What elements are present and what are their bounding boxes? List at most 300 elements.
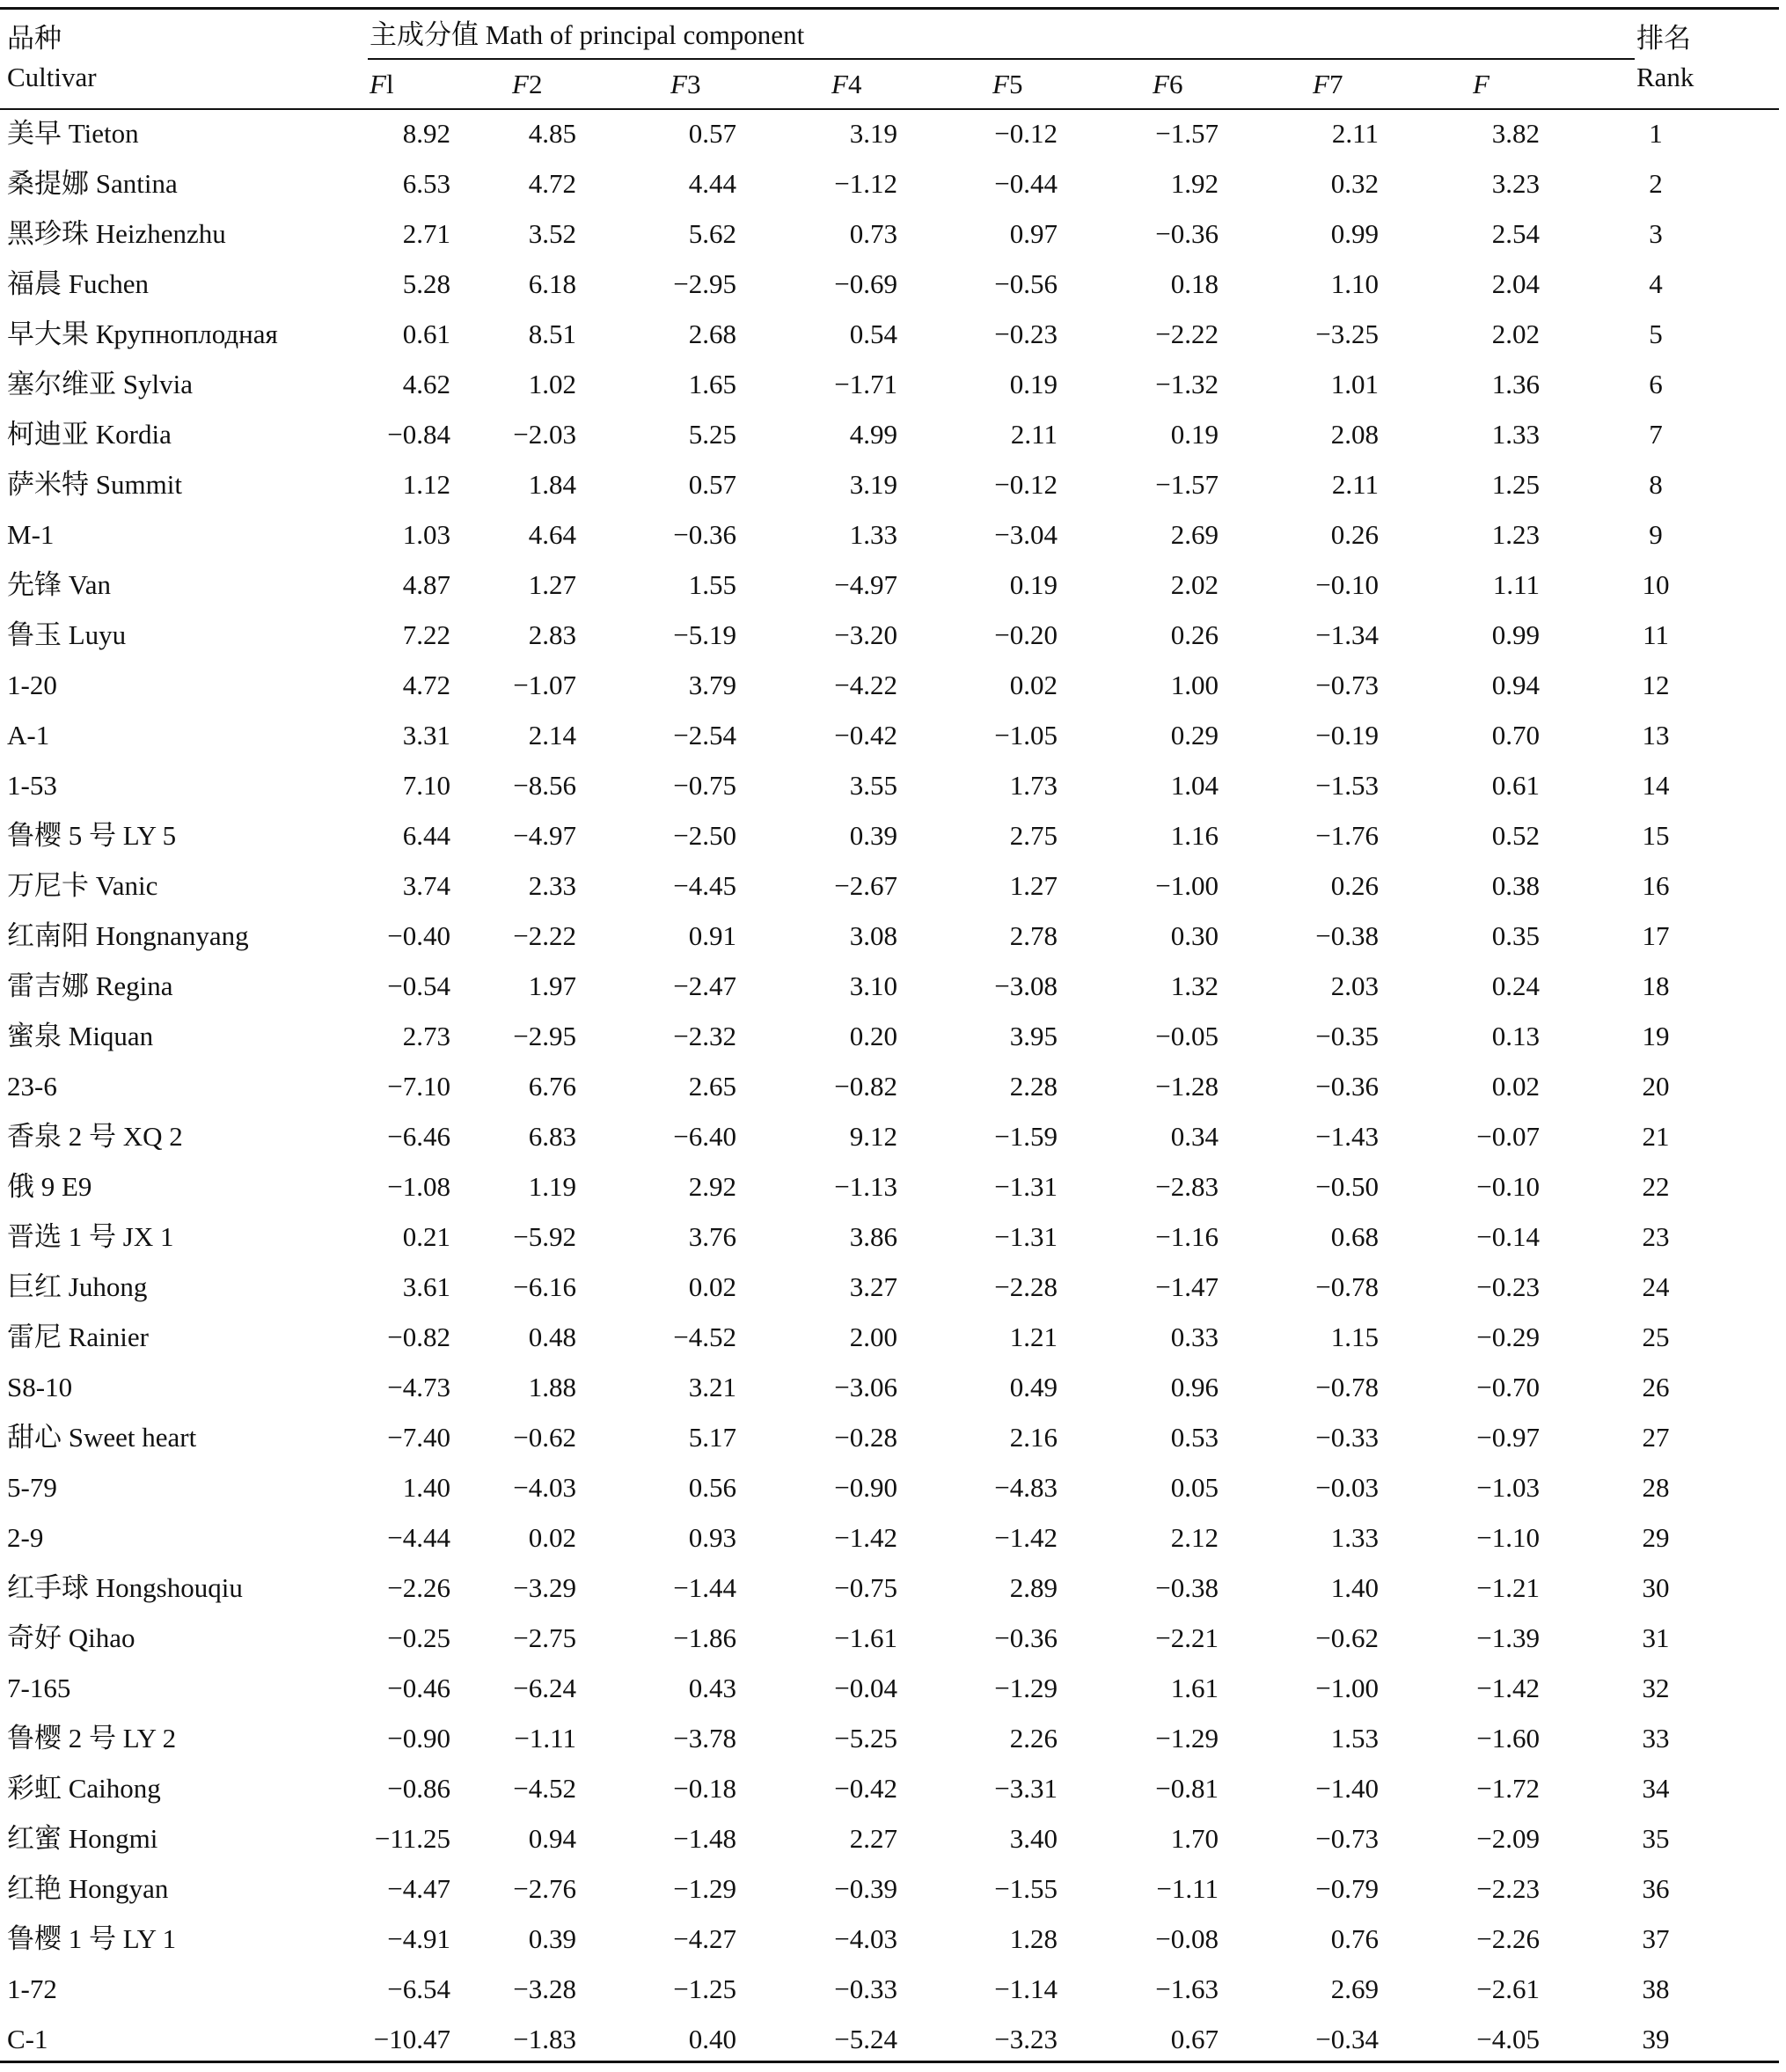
pc-score-cell-f2: −2.76 (513, 1873, 576, 1904)
pc-score-cell-f2: 0.39 (528, 1923, 576, 1954)
column-header-suffix: 5 (1008, 69, 1023, 99)
pc-score-cell-f3: 5.25 (688, 419, 736, 450)
pc-score-cell-f7: 1.40 (1330, 1572, 1379, 1603)
composite-score-cell: −1.03 (1476, 1472, 1540, 1503)
pc-score-cell-f7: −1.53 (1315, 770, 1379, 801)
pc-score-cell-f1: 3.31 (402, 720, 450, 750)
pc-score-cell-f6: 1.00 (1170, 670, 1219, 700)
pc-score-cell-f5: −1.14 (994, 1973, 1058, 2004)
composite-score-cell: 2.54 (1491, 218, 1540, 249)
rank-cell: 27 (1642, 1422, 1670, 1453)
pc-score-cell-f7: −0.36 (1315, 1071, 1379, 1102)
composite-score-cell: −2.09 (1476, 1823, 1540, 1854)
pc-score-cell-f5: −1.55 (994, 1873, 1058, 1904)
pc-score-cell-f6: 2.02 (1170, 569, 1219, 600)
pc-score-cell-f6: 1.32 (1170, 970, 1219, 1001)
composite-score-cell: −2.26 (1476, 1923, 1540, 1954)
cultivar-name-cell: 晋选 1 号 JX 1 (7, 1221, 174, 1252)
rank-cell: 22 (1642, 1171, 1670, 1202)
pc-score-cell-f6: −0.81 (1155, 1773, 1219, 1804)
column-header-suffix: 7 (1329, 69, 1343, 99)
pc-score-cell-f4: 3.08 (849, 920, 897, 951)
cultivar-name-cell: 红艳 Hongyan (7, 1873, 169, 1904)
pc-score-cell-f3: 0.93 (688, 1522, 736, 1553)
pc-score-cell-f6: 0.05 (1170, 1472, 1219, 1503)
pc-score-cell-f5: 2.28 (1009, 1071, 1058, 1102)
pc-score-cell-f4: −0.04 (834, 1673, 897, 1703)
pc-score-cell-f1: −0.46 (387, 1673, 450, 1703)
cultivar-name-cell: 先锋 Van (7, 569, 111, 600)
pc-score-cell-f7: 0.26 (1330, 519, 1379, 550)
pc-score-cell-f1: 8.92 (402, 118, 450, 149)
pc-score-cell-f7: −0.35 (1315, 1021, 1379, 1051)
pc-score-cell-f7: 0.26 (1330, 870, 1379, 901)
rank-cell: 14 (1642, 770, 1670, 801)
rank-cell: 1 (1649, 118, 1663, 149)
column-header-1 (370, 67, 394, 102)
pc-score-cell-f6: 0.67 (1170, 2024, 1219, 2054)
pc-score-cell-f5: 2.26 (1009, 1723, 1058, 1754)
pc-score-cell-f1: −0.54 (387, 970, 450, 1001)
header-rank-zh: 排名 (1636, 23, 1691, 54)
rank-cell: 13 (1642, 720, 1670, 750)
pc-score-cell-f6: −0.05 (1155, 1021, 1219, 1051)
pc-score-cell-f3: −2.50 (673, 820, 736, 851)
composite-score-cell: 1.23 (1491, 519, 1540, 550)
column-header-letter: F (370, 69, 386, 99)
pc-score-cell-f4: −2.67 (834, 870, 897, 901)
column-header-letter: F (1313, 69, 1329, 99)
pc-score-cell-f2: 6.76 (528, 1071, 576, 1102)
pc-score-cell-f7: 1.33 (1330, 1522, 1379, 1553)
rank-cell: 31 (1642, 1622, 1670, 1653)
column-header-7 (1313, 67, 1343, 102)
pc-score-cell-f7: −1.34 (1315, 619, 1379, 650)
composite-score-cell: 1.11 (1492, 569, 1540, 600)
group-header-rule (368, 58, 1635, 60)
rank-cell: 10 (1642, 569, 1670, 600)
pc-score-cell-f7: −1.00 (1315, 1673, 1379, 1703)
rank-cell: 8 (1649, 469, 1663, 500)
pc-score-cell-f6: −1.16 (1155, 1221, 1219, 1252)
pc-score-cell-f1: −0.82 (387, 1322, 450, 1352)
composite-score-cell: 0.70 (1491, 720, 1540, 750)
pc-score-cell-f6: 0.18 (1170, 268, 1219, 299)
pc-score-cell-f1: 4.72 (402, 670, 450, 700)
cultivar-name-cell: 7-165 (7, 1673, 71, 1703)
pc-score-cell-f3: −4.52 (673, 1322, 736, 1352)
pc-score-cell-f7: −1.43 (1315, 1121, 1379, 1152)
pc-score-cell-f4: 4.99 (849, 419, 897, 450)
pc-score-cell-f2: 6.18 (528, 268, 576, 299)
cultivar-name-cell: M-1 (7, 519, 55, 550)
pc-score-cell-f3: 2.65 (688, 1071, 736, 1102)
pc-score-cell-f3: −4.45 (673, 870, 736, 901)
pc-score-cell-f2: 2.83 (528, 619, 576, 650)
pc-score-cell-f7: −0.78 (1315, 1372, 1379, 1402)
pc-score-cell-f3: 5.62 (688, 218, 736, 249)
rank-cell: 38 (1642, 1973, 1670, 2004)
composite-score-cell: −0.10 (1476, 1171, 1540, 1202)
pc-score-cell-f1: −4.73 (387, 1372, 450, 1402)
pc-score-cell-f5: −3.04 (994, 519, 1058, 550)
column-header-letter: F (670, 69, 687, 99)
pc-score-cell-f5: 0.19 (1009, 369, 1058, 399)
pc-score-cell-f6: 1.04 (1170, 770, 1219, 801)
pc-score-cell-f2: 1.19 (528, 1171, 576, 1202)
rank-cell: 12 (1642, 670, 1670, 700)
pc-score-cell-f7: 0.99 (1330, 218, 1379, 249)
rank-cell: 20 (1642, 1071, 1670, 1102)
pc-score-cell-f7: −0.73 (1315, 1823, 1379, 1854)
pc-score-cell-f4: −0.28 (834, 1422, 897, 1453)
pc-score-cell-f2: −3.29 (513, 1572, 576, 1603)
pc-score-cell-f6: 1.92 (1170, 168, 1219, 199)
rank-cell: 37 (1642, 1923, 1670, 1954)
pc-score-cell-f6: 0.30 (1170, 920, 1219, 951)
cultivar-name-cell: A-1 (7, 720, 50, 750)
pc-score-cell-f4: −5.24 (834, 2024, 897, 2054)
pc-score-cell-f7: 2.11 (1331, 118, 1379, 149)
composite-score-cell: 2.04 (1491, 268, 1540, 299)
pc-score-cell-f2: −2.95 (513, 1021, 576, 1051)
pc-score-cell-f5: 1.28 (1009, 1923, 1058, 1954)
pc-score-cell-f1: 2.71 (402, 218, 450, 249)
composite-score-cell: −0.97 (1476, 1422, 1540, 1453)
rank-cell: 30 (1642, 1572, 1670, 1603)
pc-score-cell-f5: −0.44 (994, 168, 1058, 199)
cultivar-name-cell: 万尼卡 Vanic (7, 870, 158, 901)
rank-cell: 3 (1649, 218, 1663, 249)
pc-score-cell-f2: 4.72 (528, 168, 576, 199)
table-bottom-rule (0, 2061, 1779, 2063)
table-top-rule (0, 7, 1779, 10)
cultivar-name-cell: 鲁樱 2 号 LY 2 (7, 1723, 177, 1754)
pc-score-cell-f7: −0.33 (1315, 1422, 1379, 1453)
pc-score-cell-f2: 4.85 (528, 118, 576, 149)
pc-score-cell-f4: 3.27 (849, 1271, 897, 1302)
rank-cell: 9 (1649, 519, 1663, 550)
column-header-6 (1153, 67, 1182, 102)
rank-cell: 25 (1642, 1322, 1670, 1352)
pc-score-cell-f7: −0.73 (1315, 670, 1379, 700)
cultivar-name-cell: 彩虹 Caihong (7, 1773, 161, 1804)
rank-cell: 33 (1642, 1723, 1670, 1754)
pc-score-cell-f2: 8.51 (528, 318, 576, 349)
pc-score-cell-f5: −1.31 (994, 1171, 1058, 1202)
pc-score-cell-f6: −1.47 (1155, 1271, 1219, 1302)
composite-score-cell: −1.60 (1476, 1723, 1540, 1754)
pc-score-cell-f7: −3.25 (1315, 318, 1379, 349)
pc-score-cell-f6: −1.11 (1156, 1873, 1219, 1904)
column-header-suffix: l (385, 69, 394, 99)
cultivar-name-cell: 红南阳 Hongnanyang (7, 920, 249, 951)
pc-score-cell-f7: 1.10 (1330, 268, 1379, 299)
composite-score-cell: 0.94 (1491, 670, 1540, 700)
pc-score-cell-f3: 3.21 (688, 1372, 736, 1402)
pc-score-cell-f3: −1.44 (673, 1572, 736, 1603)
cultivar-name-cell: 1-72 (7, 1973, 57, 2004)
pc-score-cell-f6: −1.28 (1155, 1071, 1219, 1102)
column-header-letter: F (1473, 69, 1490, 99)
composite-score-cell: 2.02 (1491, 318, 1540, 349)
pc-score-cell-f7: 2.03 (1330, 970, 1379, 1001)
pc-score-cell-f2: −4.03 (513, 1472, 576, 1503)
composite-score-cell: 0.52 (1491, 820, 1540, 851)
pc-score-cell-f7: −0.79 (1315, 1873, 1379, 1904)
pc-score-cell-f7: 0.68 (1330, 1221, 1379, 1252)
cultivar-name-cell: C-1 (7, 2024, 48, 2054)
pc-score-cell-f5: 0.02 (1009, 670, 1058, 700)
pc-score-cell-f5: −4.83 (994, 1472, 1058, 1503)
pc-score-cell-f5: −0.23 (994, 318, 1058, 349)
composite-score-cell: 0.13 (1491, 1021, 1540, 1051)
pc-score-cell-f2: −1.83 (513, 2024, 576, 2054)
pc-score-cell-f6: 0.33 (1170, 1322, 1219, 1352)
pc-score-cell-f3: −2.95 (673, 268, 736, 299)
pc-score-cell-f3: −0.75 (673, 770, 736, 801)
pc-score-cell-f5: 0.19 (1009, 569, 1058, 600)
pc-score-cell-f1: 2.73 (402, 1021, 450, 1051)
header-group-label: 主成分值 Math of principal component (370, 19, 805, 50)
composite-score-cell: 0.35 (1491, 920, 1540, 951)
pc-score-cell-f1: 1.03 (402, 519, 450, 550)
pc-score-cell-f3: −1.86 (673, 1622, 736, 1653)
composite-score-cell: 3.23 (1491, 168, 1540, 199)
pc-score-cell-f1: 5.28 (402, 268, 450, 299)
pc-score-cell-f4: 3.55 (849, 770, 897, 801)
table-header-rule (0, 108, 1779, 110)
pc-score-cell-f1: −0.40 (387, 920, 450, 951)
pc-score-cell-f1: −11.25 (374, 1823, 450, 1854)
pc-score-cell-f7: −0.19 (1315, 720, 1379, 750)
composite-score-cell: −1.42 (1476, 1673, 1540, 1703)
pc-score-cell-f5: 2.89 (1009, 1572, 1058, 1603)
pc-score-cell-f5: −3.31 (994, 1773, 1058, 1804)
pc-score-cell-f7: 1.53 (1330, 1723, 1379, 1754)
pc-score-cell-f2: 0.48 (528, 1322, 576, 1352)
rank-cell: 35 (1642, 1823, 1670, 1854)
pc-score-cell-f1: −0.86 (387, 1773, 450, 1804)
pc-score-cell-f4: 1.33 (849, 519, 897, 550)
pc-score-cell-f4: −0.42 (834, 720, 897, 750)
pc-score-cell-f7: −0.34 (1315, 2024, 1379, 2054)
pc-score-cell-f3: 0.02 (688, 1271, 736, 1302)
pc-score-cell-f1: 3.61 (402, 1271, 450, 1302)
cultivar-name-cell: 奇好 Qihao (7, 1622, 135, 1653)
pc-score-cell-f1: 7.10 (402, 770, 450, 801)
composite-score-cell: 3.82 (1491, 118, 1540, 149)
cultivar-name-cell: 美早 Tieton (7, 118, 139, 149)
pc-score-cell-f2: 1.27 (528, 569, 576, 600)
composite-score-cell: 0.02 (1491, 1071, 1540, 1102)
pc-score-cell-f4: −1.12 (834, 168, 897, 199)
pc-score-cell-f2: −2.22 (513, 920, 576, 951)
pc-score-cell-f5: −0.20 (994, 619, 1058, 650)
pc-score-cell-f4: −4.03 (834, 1923, 897, 1954)
pc-score-cell-f5: 2.75 (1009, 820, 1058, 851)
header-rank-en: Rank (1636, 62, 1695, 92)
pc-score-cell-f2: 0.02 (528, 1522, 576, 1553)
pc-score-cell-f5: −1.31 (994, 1221, 1058, 1252)
pc-score-cell-f5: 2.11 (1010, 419, 1058, 450)
pc-score-cell-f4: 0.39 (849, 820, 897, 851)
pc-score-cell-f3: −2.32 (673, 1021, 736, 1051)
pc-score-cell-f1: 0.21 (402, 1221, 450, 1252)
composite-score-cell: −1.39 (1476, 1622, 1540, 1653)
cultivar-name-cell: 1-20 (7, 670, 57, 700)
rank-cell: 29 (1642, 1522, 1670, 1553)
cultivar-name-cell: 5-79 (7, 1472, 57, 1503)
rank-cell: 32 (1642, 1673, 1670, 1703)
pc-score-cell-f6: −2.83 (1155, 1171, 1219, 1202)
pc-score-cell-f4: −0.90 (834, 1472, 897, 1503)
pc-score-cell-f6: −0.36 (1155, 218, 1219, 249)
pc-score-cell-f1: 1.12 (402, 469, 450, 500)
pc-score-cell-f4: −1.61 (834, 1622, 897, 1653)
rank-cell: 23 (1642, 1221, 1670, 1252)
pc-score-cell-f7: −0.62 (1315, 1622, 1379, 1653)
pc-score-cell-f7: 2.08 (1330, 419, 1379, 450)
composite-score-cell: −2.61 (1476, 1973, 1540, 2004)
pc-score-cell-f5: 3.95 (1009, 1021, 1058, 1051)
pc-score-cell-f6: −1.29 (1155, 1723, 1219, 1754)
column-header-suffix: 3 (686, 69, 701, 99)
pc-score-cell-f1: 3.74 (402, 870, 450, 901)
composite-score-cell: −0.70 (1476, 1372, 1540, 1402)
column-header-letter: F (512, 69, 529, 99)
composite-score-cell: 1.33 (1491, 419, 1540, 450)
pc-score-cell-f4: 2.27 (849, 1823, 897, 1854)
pc-score-cell-f4: −5.25 (834, 1723, 897, 1754)
cultivar-name-cell: 萨米特 Summit (7, 469, 182, 500)
pc-score-cell-f6: −1.32 (1155, 369, 1219, 399)
pc-score-cell-f4: 0.54 (849, 318, 897, 349)
header-cultivar-en: Cultivar (7, 62, 97, 92)
pc-score-cell-f4: −4.22 (834, 670, 897, 700)
pc-score-cell-f6: 0.19 (1170, 419, 1219, 450)
pc-score-cell-f2: −2.03 (513, 419, 576, 450)
rank-cell: 17 (1642, 920, 1670, 951)
pc-score-cell-f1: −0.25 (387, 1622, 450, 1653)
rank-cell: 24 (1642, 1271, 1670, 1302)
pc-score-cell-f6: −0.08 (1155, 1923, 1219, 1954)
pc-score-cell-f1: 6.53 (402, 168, 450, 199)
pc-score-cell-f4: −0.82 (834, 1071, 897, 1102)
pc-score-cell-f7: 1.01 (1330, 369, 1379, 399)
pc-score-cell-f4: −1.71 (834, 369, 897, 399)
pc-score-cell-f7: −1.76 (1315, 820, 1379, 851)
rank-cell: 6 (1649, 369, 1663, 399)
pc-score-cell-f4: −0.75 (834, 1572, 897, 1603)
composite-score-cell: 0.99 (1491, 619, 1540, 650)
pc-score-cell-f2: −4.52 (513, 1773, 576, 1804)
pc-score-cell-f6: 0.34 (1170, 1121, 1219, 1152)
cultivar-name-cell: 早大果 Крупноплодная (7, 318, 278, 349)
column-header-2 (512, 67, 542, 102)
pc-score-cell-f4: −0.69 (834, 268, 897, 299)
pc-score-cell-f6: −1.57 (1155, 469, 1219, 500)
pc-score-cell-f6: 0.96 (1170, 1372, 1219, 1402)
pc-score-cell-f4: −1.13 (834, 1171, 897, 1202)
pc-score-cell-f6: −2.22 (1155, 318, 1219, 349)
pc-score-cell-f4: −3.06 (834, 1372, 897, 1402)
pc-score-cell-f3: 0.56 (688, 1472, 736, 1503)
rank-cell: 21 (1642, 1121, 1670, 1152)
pc-score-cell-f1: −2.26 (387, 1572, 450, 1603)
composite-score-cell: 1.36 (1491, 369, 1540, 399)
pc-score-cell-f1: −4.47 (387, 1873, 450, 1904)
pc-score-cell-f4: 3.86 (849, 1221, 897, 1252)
rank-cell: 11 (1643, 619, 1669, 650)
pc-score-cell-f7: −0.10 (1315, 569, 1379, 600)
rank-cell: 15 (1642, 820, 1670, 851)
pc-score-cell-f6: 1.61 (1170, 1673, 1219, 1703)
pc-score-cell-f7: 0.76 (1330, 1923, 1379, 1954)
pc-score-cell-f5: −3.23 (994, 2024, 1058, 2054)
pc-score-cell-f6: 2.12 (1170, 1522, 1219, 1553)
cultivar-name-cell: 桑提娜 Santina (7, 168, 178, 199)
pc-score-cell-f7: −0.03 (1315, 1472, 1379, 1503)
pc-score-cell-f4: −0.33 (834, 1973, 897, 2004)
pc-score-cell-f5: −0.56 (994, 268, 1058, 299)
pc-score-cell-f4: −4.97 (834, 569, 897, 600)
pc-score-cell-f1: −0.90 (387, 1723, 450, 1754)
cultivar-name-cell: 鲁玉 Luyu (7, 619, 127, 650)
pc-score-cell-f3: 1.55 (688, 569, 736, 600)
pc-score-cell-f5: 2.78 (1009, 920, 1058, 951)
pc-score-cell-f4: 3.19 (849, 469, 897, 500)
pc-score-cell-f6: 2.69 (1170, 519, 1219, 550)
pc-score-cell-f5: 3.40 (1009, 1823, 1058, 1854)
pc-score-cell-f3: −4.27 (673, 1923, 736, 1954)
column-header-5 (992, 67, 1022, 102)
pc-score-cell-f3: 0.57 (688, 118, 736, 149)
rank-cell: 16 (1642, 870, 1670, 901)
rank-cell: 7 (1649, 419, 1663, 450)
pc-score-cell-f4: −3.20 (834, 619, 897, 650)
pc-score-cell-f1: 6.44 (402, 820, 450, 851)
composite-score-cell: −0.23 (1476, 1271, 1540, 1302)
pc-score-cell-f3: 2.68 (688, 318, 736, 349)
pc-score-cell-f2: −5.92 (513, 1221, 576, 1252)
cultivar-name-cell: 福晨 Fuchen (7, 268, 150, 299)
pc-score-cell-f3: −1.48 (673, 1823, 736, 1854)
pc-score-cell-f1: −7.40 (387, 1422, 450, 1453)
pc-score-cell-f6: 0.29 (1170, 720, 1219, 750)
pc-score-cell-f5: 0.49 (1009, 1372, 1058, 1402)
pc-score-cell-f3: 3.79 (688, 670, 736, 700)
cultivar-name-cell: 柯迪亚 Kordia (7, 419, 172, 450)
pc-score-cell-f3: −2.54 (673, 720, 736, 750)
pc-score-cell-f3: −2.47 (673, 970, 736, 1001)
pc-score-cell-f4: 3.10 (849, 970, 897, 1001)
column-header-suffix: 6 (1168, 69, 1183, 99)
pc-score-cell-f2: −1.11 (514, 1723, 576, 1754)
composite-score-cell: −1.72 (1476, 1773, 1540, 1804)
cultivar-name-cell: 雷尼 Rainier (7, 1322, 149, 1352)
pc-score-cell-f5: −0.12 (994, 118, 1058, 149)
pc-score-cell-f6: 0.26 (1170, 619, 1219, 650)
pc-score-cell-f6: 0.53 (1170, 1422, 1219, 1453)
pc-score-cell-f3: −0.18 (673, 1773, 736, 1804)
rank-cell: 28 (1642, 1472, 1670, 1503)
pc-score-cell-f6: −0.38 (1155, 1572, 1219, 1603)
pc-score-cell-f2: 0.94 (528, 1823, 576, 1854)
column-header-suffix: 4 (847, 69, 862, 99)
pc-score-cell-f1: 1.40 (402, 1472, 450, 1503)
column-header-letter: F (992, 69, 1009, 99)
